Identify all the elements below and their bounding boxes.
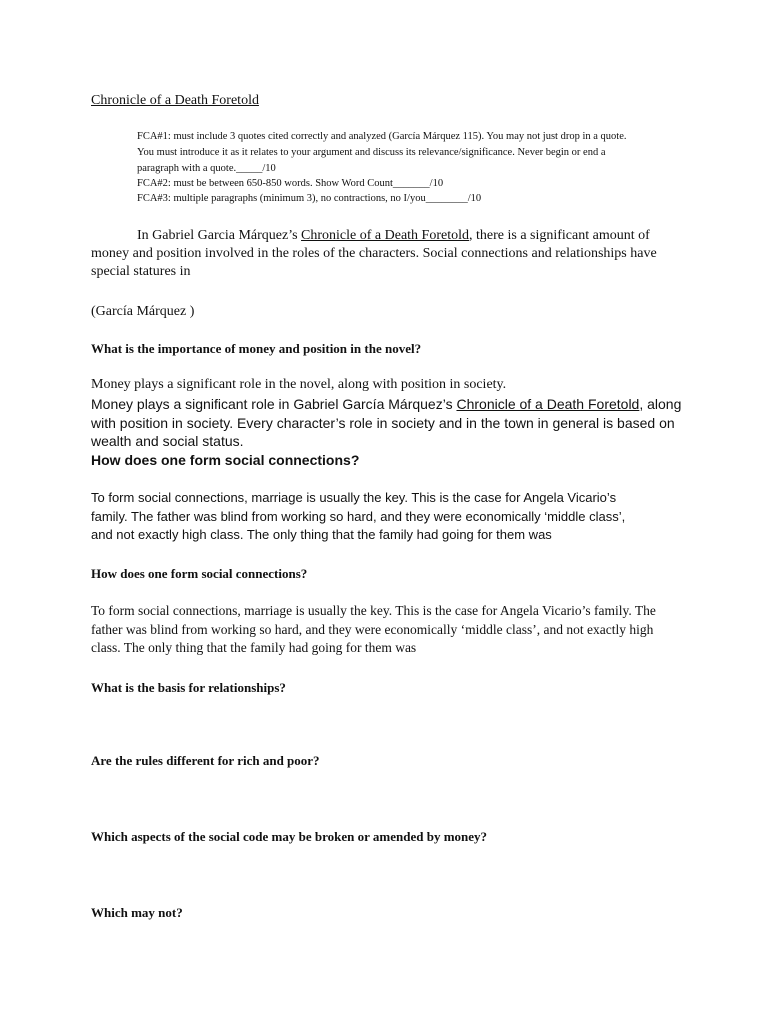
intro-line: money and position involved in the roles of the characters. Social connections and relationships have <box>91 246 657 261</box>
question-heading: Are the rules different for rich and poor? <box>91 753 320 768</box>
rubric-line: You must introduce it as it relates to your argument and discuss its relevance/significance. Never begin or end a <box>137 147 606 158</box>
question-heading: How does one form social connections? <box>91 452 360 468</box>
answer-line: class. The only thing that the family had going for them was <box>91 640 417 655</box>
answer-line: with position in society. Every character’s role in society and in the town in general is based on <box>91 415 675 431</box>
rubric-line: FCA#2: must be between 650-850 words. Show Word Count_______/10 <box>137 178 444 189</box>
answer-line: Money plays a significant role in the novel, along with position in society. <box>91 377 507 392</box>
intro-line <box>137 228 650 244</box>
answer-line: father was blind from working so hard, and they were economically ‘middle class’, and not exactly high <box>91 622 654 637</box>
question-heading: What is the basis for relationships? <box>91 680 286 695</box>
rubric-line: FCA#3: multiple paragraphs (minimum 3), no contractions, no I/you________/10 <box>137 193 482 204</box>
book-title: Chronicle of a Death Foretold <box>456 396 640 412</box>
answer-text: Money plays a significant role in Gabriel García Márquez’s <box>91 396 457 412</box>
answer-line: To form social connections, marriage is usually the key. This is the case for Angela Vicario’s family. The <box>91 603 656 618</box>
rubric-line: FCA#1: must include 3 quotes cited correctly and analyzed (García Márquez 115). You may not just drop in a quote. <box>137 131 627 142</box>
question-heading: How does one form social connections? <box>91 566 308 581</box>
question-heading: What is the importance of money and position in the novel? <box>91 341 422 356</box>
question-heading: Which aspects of the social code may be broken or amended by money? <box>91 829 488 844</box>
book-title: Chronicle of a Death Foretold <box>301 228 469 243</box>
intro-line: special statures in <box>91 264 191 279</box>
rubric-line: paragraph with a quote._____/10 <box>137 163 276 174</box>
answer-line: To form social connections, marriage is usually the key. This is the case for Angela Vicario’s <box>91 490 617 505</box>
intro-text: , there is a significant amount of <box>469 228 650 243</box>
answer-line: family. The father was blind from working so hard, and they were economically ‘middle class’, <box>91 509 626 524</box>
answer-line: and not exactly high class. The only thing that the family had going for them was <box>91 527 552 542</box>
answer-line: wealth and social status. <box>91 433 244 449</box>
question-heading: Which may not? <box>91 905 183 920</box>
intro-text: In Gabriel Garcia Márquez’s <box>137 228 302 243</box>
citation: (García Márquez ) <box>91 304 195 319</box>
document-title: Chronicle of a Death Foretold <box>91 93 259 108</box>
answer-text: , along <box>639 396 682 412</box>
answer-line <box>91 396 681 412</box>
